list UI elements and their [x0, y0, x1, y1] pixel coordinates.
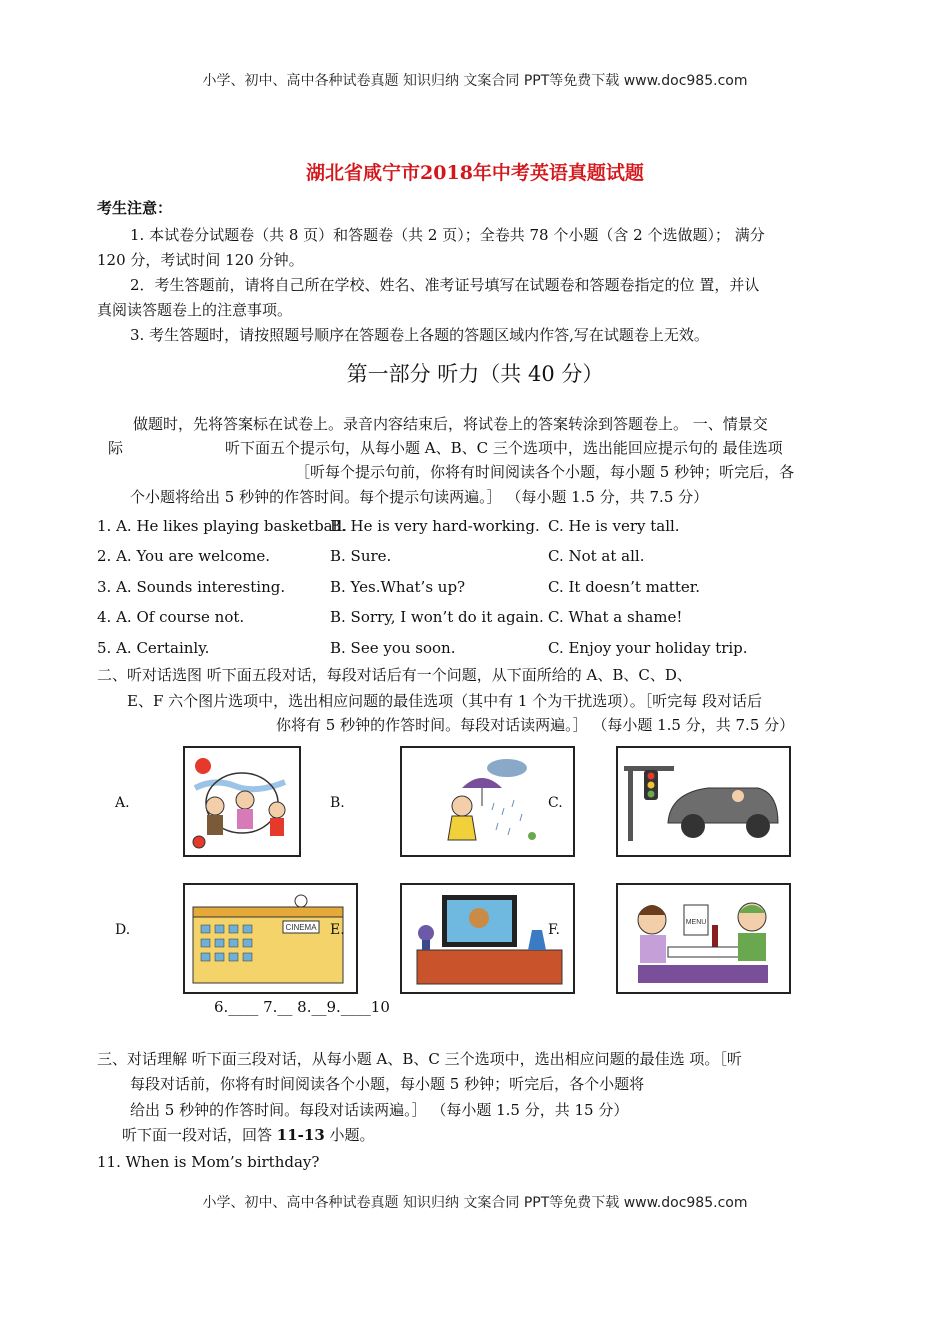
part3-line-4 [122, 1124, 375, 1145]
vase-icon [528, 930, 546, 950]
part2-line-3: 你将有 5 秒钟的作答时间。每段对话读两遍。］ （每小题 1.5 分，共 7.5 分） [276, 716, 795, 734]
q5-option-c: C. Enjoy your holiday trip. [548, 639, 748, 657]
q1-option-c: C. He is very tall. [548, 517, 680, 535]
q2-option-c: C. Not at all. [548, 547, 645, 565]
q2-option-b: B. Sure. [330, 547, 392, 565]
q3-option-c: C. It doesn’t matter. [548, 578, 701, 596]
part2-line-1: 二、听对话选图 听下面五段对话，每段对话后有一个问题，从下面所给的 A、B、C、D、 [97, 666, 692, 684]
picture-label-c: C. [548, 795, 563, 811]
notice-heading: 考生注意： [97, 199, 173, 217]
q1-option-b: B. He is very hard-working. [330, 517, 540, 535]
picture-label-e: E. [330, 922, 345, 938]
notice-line-1a: 1. 本试卷分试题卷（共 8 页）和答题卷（共 2 页）；全卷共 78 个小题（含 2 个选做题）； 满分 [130, 226, 765, 244]
cinema-sign: CINEMA [285, 923, 317, 932]
q2-option-a: 2. A. You are welcome. [97, 547, 271, 565]
umbrella-icon [462, 778, 502, 788]
notice-line-1b: 120 分，考试时间 120 分钟。 [97, 251, 304, 269]
part3-line-4-suffix: 小题。 [324, 1126, 375, 1144]
notice-line-2b: 真阅读答题卷上的注意事项。 [97, 301, 293, 319]
q3-option-b: B. Yes.What’s up? [330, 578, 466, 596]
picture-label-d: D. [115, 922, 131, 938]
part2-line-2: E、F 六个图片选项中，选出相应问题的最佳选项（其中有 1 个为干扰选项）。［听完每 段对话后 [127, 692, 762, 710]
q3-option-a: 3. A. Sounds interesting. [97, 578, 286, 596]
picture-a-jump-rope [183, 746, 301, 857]
picture-f-restaurant [616, 883, 791, 994]
notice-line-3: 3. 考生答题时，请按照题号顺序在答题卷上各题的答题区域内作答,写在试题卷上无效。 [130, 326, 709, 344]
part3-line-4-range: 11-13 [276, 1126, 325, 1144]
part1-line-4: 个小题将给出 5 秒钟的作答时间。每个提示句读两遍。］ （每小题 1.5 分，共 7.5 分） [130, 488, 709, 506]
menu-sign: MENU [685, 919, 707, 926]
part3-line-4-prefix: 听下面一段对话，回答 [122, 1126, 277, 1144]
wine-bottle-icon [712, 925, 718, 947]
answer-blanks: 6.____ 7.__ 8.__9.____10 [214, 998, 390, 1016]
part1-line-1: 做题时，先将答案标在试卷上。录音内容结束后，将试卷上的答案转涂到答题卷上。 一、情景交 [133, 415, 768, 433]
q4-option-b: B. Sorry, I won’t do it again. [330, 608, 544, 626]
q4-option-c: C. What a shame! [548, 608, 683, 626]
part1-line-2b: 听下面五个提示句，从每小题 A、B、C 三个选项中，选出能回应提示句的 最佳选项 [225, 439, 783, 457]
part3-line-1: 三、对话理解 听下面三段对话，从每小题 A、B、C 三个选项中，选出相应问题的最佳选 项。［听 [97, 1050, 742, 1068]
part1-line-2a: 际 [108, 439, 124, 457]
picture-d-cinema [183, 883, 358, 994]
notice-line-2a: 2．考生答题前，请将自己所在学校、姓名、准考证号填写在试题卷和答题卷指定的位 置，并认 [130, 276, 760, 294]
q4-option-a: 4. A. Of course not. [97, 608, 245, 626]
q5-option-b: B. See you soon. [330, 639, 456, 657]
part3-line-3: 给出 5 秒钟的作答时间。每段对话读两遍。］ （每小题 1.5 分，共 15 分） [130, 1101, 629, 1119]
part1-line-3: ［听每个提示句前，你将有时间阅读各个小题，每小题 5 秒钟；听完后，各 [295, 463, 795, 481]
page-header: 小学、初中、高中各种试卷真题 知识归纳 文案合同 PPT等免费下载 www.doc985.com [202, 73, 748, 89]
picture-label-a: A. [115, 795, 130, 811]
picture-e-tv [400, 883, 575, 994]
flower-icon [418, 925, 434, 941]
picture-label-b: B. [330, 795, 345, 811]
sun-icon [195, 758, 211, 774]
q1-option-a: 1. A. He likes playing basketball. [97, 517, 347, 535]
picture-c-car-traffic-light [616, 746, 791, 857]
section-title: 第一部分 听力（共 40 分） [346, 362, 604, 386]
picture-label-f: F. [548, 922, 560, 938]
page-footer: 小学、初中、高中各种试卷真题 知识归纳 文案合同 PPT等免费下载 www.doc985.com [202, 1195, 748, 1211]
cloud-icon [487, 759, 527, 777]
q5-option-a: 5. A. Certainly. [97, 639, 210, 657]
question-11: 11. When is Mom’s birthday? [97, 1153, 320, 1171]
part3-line-2: 每段对话前，你将有时间阅读各个小题，每小题 5 秒钟；听完后，各个小题将 [130, 1075, 645, 1093]
exam-title: 湖北省咸宁市2018年中考英语真题试题 [306, 162, 644, 184]
